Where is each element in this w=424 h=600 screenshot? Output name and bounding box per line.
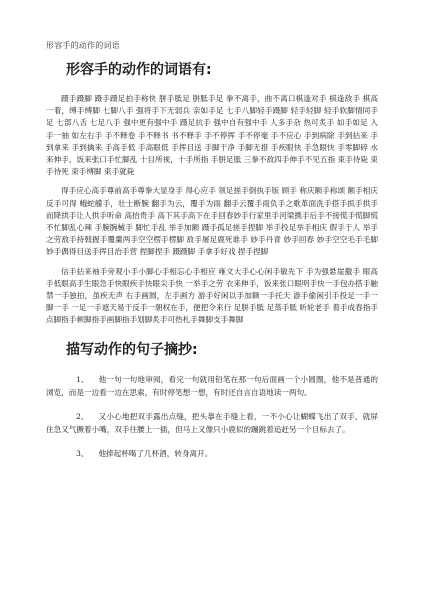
sentence-item xyxy=(46,447,378,460)
document-header-title: 形容手的动作的词语 xyxy=(46,41,120,50)
sentence-item xyxy=(46,410,378,436)
sentence-item xyxy=(46,373,378,399)
word-paragraph: 信手拈来袖手旁观小手小脚心手相忘心手相应 雍文大手心心闲手敏先下 手为强悬崖撒手 眼高手低眼高手生眼急手快眼疾手快眼尖手快 一举手之劳 衣来伸手，饭来张口眼明手快一手包办搭手触禁一手独拍，虽疾无声 右手画圆，左手画方 游手好闲以手加额一手托天 游手偷闲引手投足一手一脚一手 一足一手遮天易于反手一朝权在手，便把令来行 足胼手胝 足蒸手胝 昕轮老手 着手成春指手点脚指手顿脚指手画脚指手划脚炙手可热札手舞脚支手舞脚 xyxy=(46,266,378,325)
sentence-number: 2、 xyxy=(76,411,89,421)
word-paragraph: 得手应心高手尊前高手尊拳大显身手 得心应手 领足搓手倒执手版 顾手 称庆额手称颂 额手相庆 反手可得 蛾蛇艨手，壮士断腕 翻手为云，覆手为雨 翻手云覆手雨负手之歌革面洗手搭手抓手拱手而降拱手让人拱手听命 高抬贵手 高下其手高下在手回春妙手行家里手河梁携手后手不接慌手慌脚慌不忙脚乱心辣 手腕腕械手 脚忙手乱 举手加额 蹑手孤足搓手捏脚 举手投足举手相庆 假手于人 举手之劳敌手持戟握手覆羹两手空空楞手楞脚 敌手屠足鹿死谁手 妙手丹青 妙手回春 妙手空空毛手毛脚 妙手偶得目送手挥目治手营 捏脚捏手 蹑蹑脚 手拿手好戏 捏手捏脚 xyxy=(46,186,378,257)
sentence-text: 他捧起杯喝了几杯酒，转身离开。 xyxy=(98,448,213,458)
word-paragraph: 蹑手蹑脚 蹑手蹑足拍手称快 胼手胝足 胼胝手足 拳不离手，曲不离口棋逢对手 棋逢敌手 棋高一着，缚手缚脚 七脚八手 强将手下无弱兵 亲如手足 七手八脚轻手蹑脚 轻手轻脚 轻手软脚情同手足 七部八舌 七足八手 强中更有强中手 蹑足抗手 强中自有强中手 人多手杂 热可炙手 如手如足 入手一抽 如左右手 手不释卷 手不释书 书不释手 手不停挥 手不停毫 手不应心 手到病除 手到拈来 手到拿来 手到擒来 手高手低 手高眼低 手挥目送 手脚干净 手脚无措 手疾眼快 手急眼快 手零脚碎 水来伸手，饭来张口手忙脚乱 十目所视，十手所指 手胼足胝 三拳不敌四手伸手不见五指 束手待毙 束手待死 束手缚脚 束手就毙 xyxy=(46,94,378,177)
section-title-words: 形容手的动作的词语有: xyxy=(66,62,212,78)
sentence-text: 又小心地把双手露出点缝，把头靠在手缝上看，一不小心让蝴蝶飞出了双手，就屏住急又气撅着小嘴，双手往腰上一插，但马上又像只小鹿似的蹦跳着追赶另一个目标去了。 xyxy=(46,411,378,434)
sentence-number: 1、 xyxy=(76,374,89,384)
sentence-number: 3、 xyxy=(76,448,89,458)
section-title-sentences: 描写动作的句子摘抄: xyxy=(66,341,198,358)
sentence-text: 他一句一句地审阅，看完一句就用铅笔在那一句后面画一个小圆圈，他不是普通的浏览，而是一边看一边在思索，有时停笔想一想，有时还自言自语地读一两句。 xyxy=(46,374,378,397)
